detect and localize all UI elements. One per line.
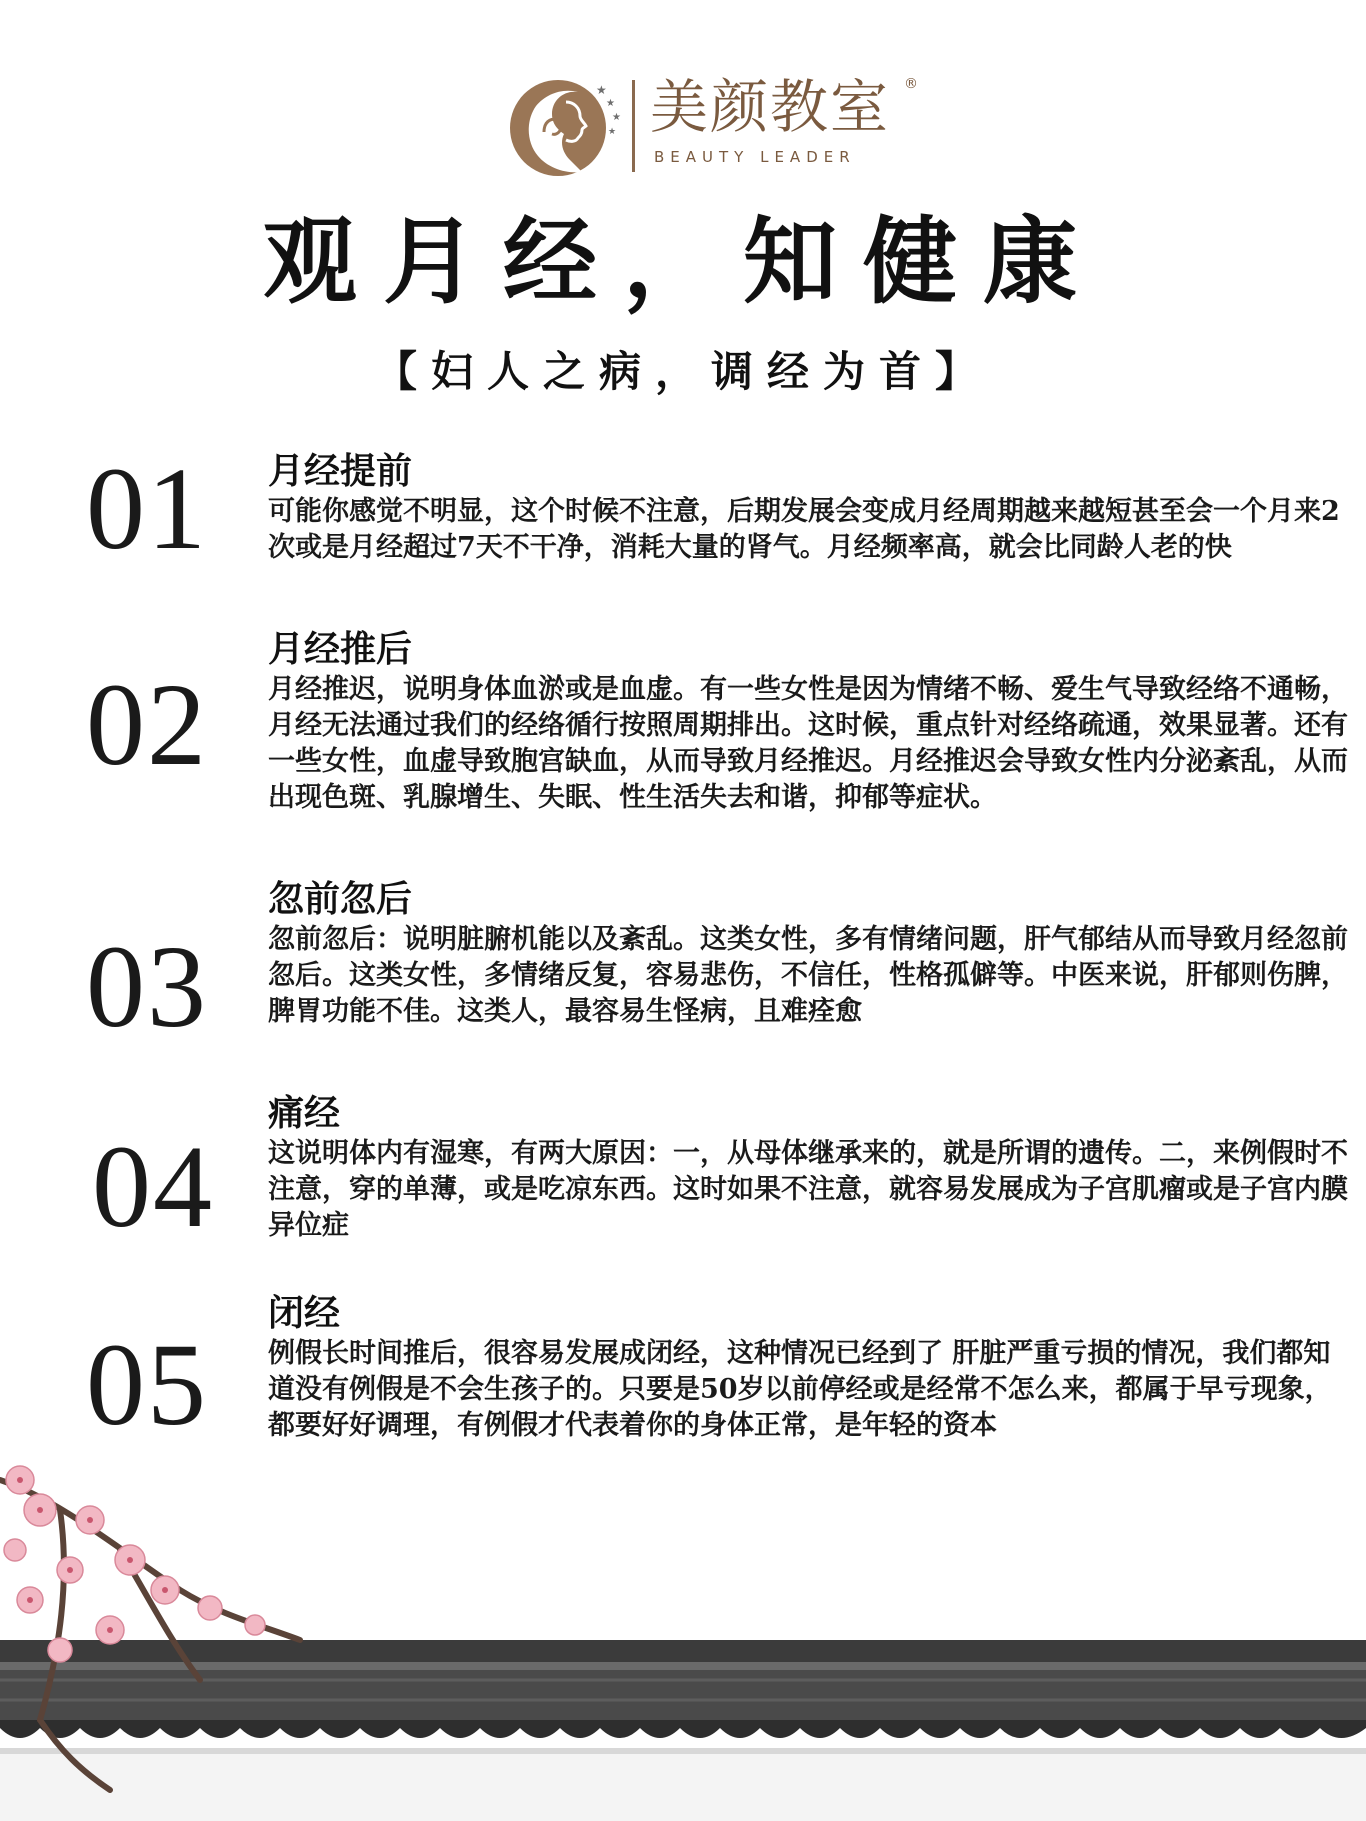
section-body: 忽前忽后：说明脏腑机能以及紊乱。这类女性，多有情绪问题，肝气郁结从而导致月经忽前忽后。这类女性，多情绪反复，容易悲伤，不信任，性格孤僻等。中医来说，肝郁则伤脾，脾胃功能不佳。这类人，最容易生怪病，且难痊愈: [268, 924, 1348, 1027]
section-title: 忽前忽后: [268, 879, 413, 920]
section-01: [86, 443, 1340, 610]
section-title: 痛经: [268, 1093, 341, 1134]
section-number: 03: [86, 921, 208, 1052]
section-body: 例假长时间推后，很容易发展成闭经，这种情况已经到了 肝脏严重亏损的情况，我们都知道没有例假是不会生孩子的。只要是50岁以前停经或是经常不怎么来，都属于早亏现象，都要好好调理，有例假才代表着你的身体正常，是年轻的资本: [268, 1338, 1332, 1441]
section-04: [86, 1092, 1348, 1262]
section-number: 05: [86, 1319, 208, 1450]
brand-name: 美颜教室: [650, 73, 891, 141]
registered-mark: ®: [904, 76, 918, 92]
section-number: 02: [86, 659, 208, 790]
section-title: 月经推后: [268, 629, 413, 670]
section-body: 这说明体内有湿寒，有两大原因：一，从母体继承来的，就是所谓的遗传。二，来例假时不注意，穿的单薄，或是吃凉东西。这时如果不注意，就容易发展成为子宫肌瘤或是子宫内膜异位症: [268, 1138, 1348, 1241]
section-number: 01: [86, 443, 208, 574]
section-03: [86, 878, 1348, 1078]
brand-name-en: BEAUTY LEADER: [654, 148, 856, 166]
section-title: 月经提前: [268, 451, 413, 492]
section-body: 月经推迟，说明身体血淤或是血虚。有一些女性是因为情绪不畅、爱生气导致经络不通畅，月经无法通过我们的经络循行按照周期排出。这时候，重点针对经络疏通，效果显著。还有一些女性，血虚导致胞宫缺血，从而导致月经推迟。月经推迟会导致女性内分泌紊乱，从而出现色斑、乳腺增生、失眠、性生活失去和谐，抑郁等症状。: [268, 674, 1348, 813]
svg-text:★: ★: [612, 112, 621, 123]
section-number: 04: [92, 1121, 214, 1252]
section-body: 可能你感觉不明显，这个时候不注意，后期发展会变成月经周期越来越短甚至会一个月来2次或是月经超过7天不干净，消耗大量的肾气。月经频率高，就会比同龄人老的快: [268, 496, 1340, 563]
plum-blossom-branch-icon: [0, 1440, 340, 1820]
woman-profile-icon: [508, 72, 624, 180]
svg-text:★: ★: [596, 83, 607, 97]
svg-text:★: ★: [606, 98, 615, 109]
page-title: 观月经，知健康: [262, 208, 1103, 317]
section-02: [86, 628, 1348, 858]
page-subtitle: 【妇人之病，调经为首】: [374, 347, 991, 396]
brand-logo: [508, 72, 918, 180]
section-title: 闭经: [268, 1293, 341, 1334]
svg-text:★: ★: [608, 127, 617, 137]
logo-divider: [632, 80, 635, 172]
